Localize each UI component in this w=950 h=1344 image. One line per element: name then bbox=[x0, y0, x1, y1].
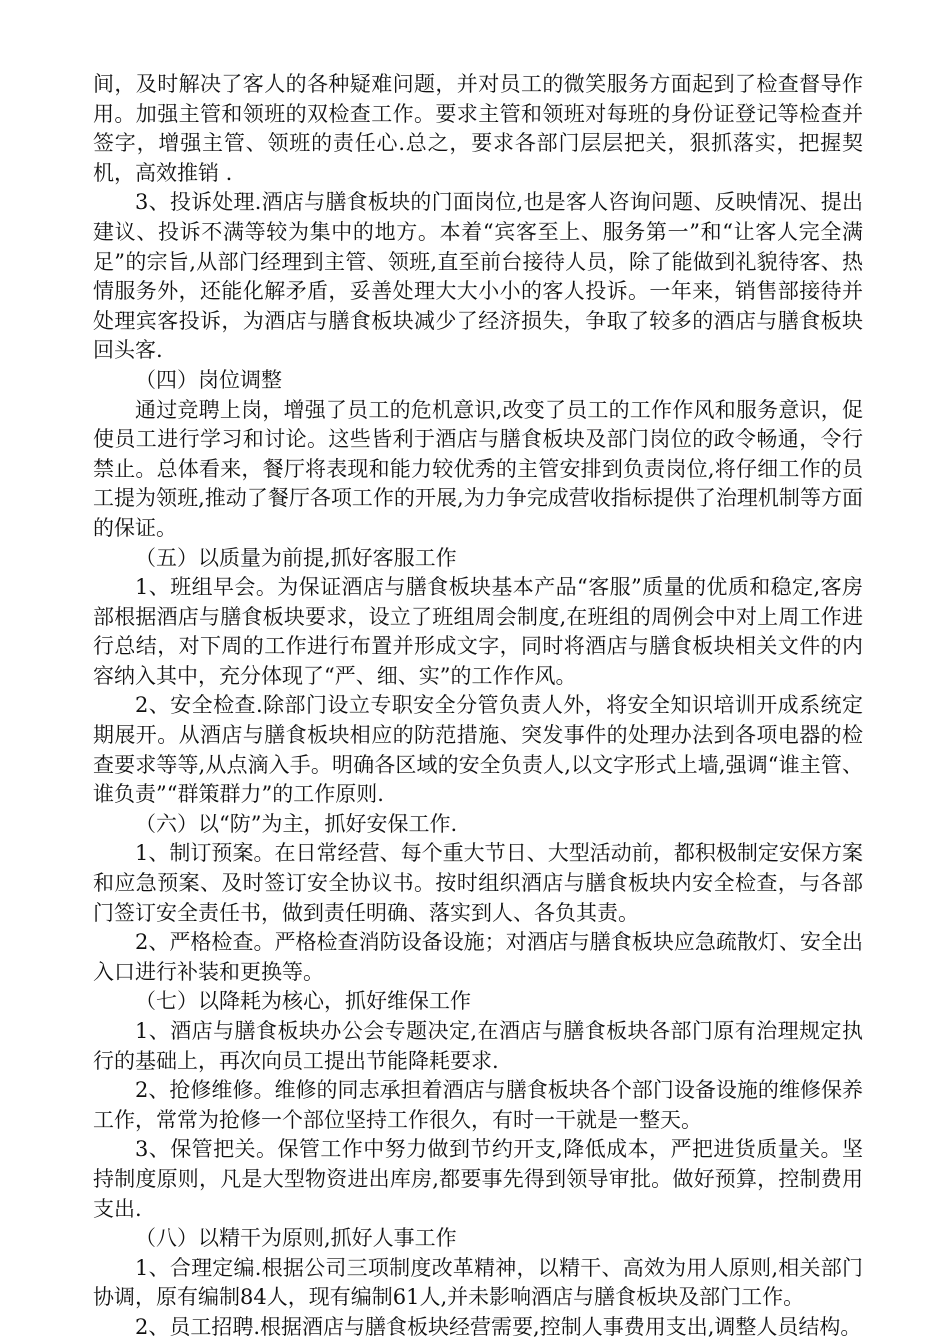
paragraph-recruitment: 2、员工招聘.根据酒店与膳食板块经营需要,控制人事费用支出,调整人员结构。 bbox=[135, 1314, 862, 1339]
section-heading-4: （四）岗位调整 bbox=[135, 367, 282, 392]
section-heading-7: （七）以降耗为核心，抓好维保工作 bbox=[135, 989, 471, 1014]
section-heading-6: （六）以“防”为主，抓好安保工作. bbox=[135, 811, 458, 836]
paragraph-energy-saving: 1、酒店与膳食板块办公会专题决定,在酒店与膳食板块各部门原有治理规定执行的基础上，再次向员工提出节能降耗要求. bbox=[93, 1019, 863, 1073]
section-heading-8: （八）以精干为原则,抓好人事工作 bbox=[135, 1226, 457, 1251]
paragraph-repair-maintenance: 2、抢修维修。维修的同志承担着酒店与膳食板块各个部门设备设施的维修保养工作，常常为抢修一个部位坚持工作很久，有时一干就是一整天。 bbox=[93, 1078, 863, 1132]
paragraph-team-meeting: 1、班组早会。为保证酒店与膳食板块基本产品“客服”质量的优质和稳定,客房部根据酒店与膳食板块要求，设立了班组周会制度,在班组的周例会中对上周工作进行总结，对下周的工作进行布置并形成文字，同时将酒店与膳食板块相关文件的内容纳入其中，充分体现了“严、细、实”的工作作风。 bbox=[93, 575, 863, 688]
paragraph-safety-inspection: 2、安全检查.除部门设立专职安全分管负责人外，将安全知识培训开成系统定期展开。从酒店与膳食板块相应的防范措施、突发事件的处理办法到各项电器的检查要求等等,从点滴入手。明确各区域的安全负责人,以文字形式上墙,强调“谁主管、谁负责”“群策群力”的工作原则. bbox=[93, 693, 863, 807]
paragraph-competitive-posts: 通过竞聘上岗，增强了员工的危机意识,改变了员工的工作作风和服务意识，促使员工进行学习和讨论。这些皆利于酒店与膳食板块及部门岗位的政令畅通，令行禁止。总体看来，餐厅将表现和能力较优秀的主管安排到负责岗位,将仔细工作的员工提为领班,推动了餐厅各项工作的开展,为力争完成营收指标提供了治理机制等方面的保证。 bbox=[93, 397, 863, 540]
paragraph-staffing: 1、合理定编.根据公司三项制度改革精神，以精干、高效为用人原则,相关部门协调，原有编制84人，现有编制61人,并未影响酒店与膳食板块及部门工作。 bbox=[93, 1255, 863, 1310]
paragraph-continuation: 间，及时解决了客人的各种疑难问题，并对员工的微笑服务方面起到了检查督导作用。加强主管和领班的双检查工作。要求主管和领班对每班的身份证登记等检查并签字，增强主管、领班的责任心.总之，要求各部门层层把关，狠抓落实，把握契机，高效推销 . bbox=[93, 72, 863, 185]
paragraph-complaint-handling: 3、投诉处理.酒店与膳食板块的门面岗位,也是客人咨询问题、反映情况、提出建议、投诉不满等较为集中的地方。本着“宾客至上、服务第一”和“让客人完全满足”的宗旨,从部门经理到主管、领班,直至前台接待人员，除了能做到礼貌待客、热情服务外，还能化解矛盾，妥善处理大大小小的客人投诉。一年来，销售部接待并处理宾客投诉，为酒店与膳食板块减少了经济损失，争取了较多的酒店与膳食板块回头客. bbox=[93, 190, 863, 363]
paragraph-strict-inspection: 2、严格检查。严格检查消防设备设施；对酒店与膳食板块应急疏散灯、安全出入口进行补装和更换等。 bbox=[93, 930, 863, 984]
paragraph-storage-control: 3、保管把关。保管工作中努力做到节约开支,降低成本，严把进货质量关。坚持制度原则，凡是大型物资进出库房,都要事先得到领导审批。做好预算，控制费用支出. bbox=[93, 1137, 863, 1221]
document-body bbox=[93, 70, 863, 1343]
section-heading-5: （五）以质量为前提,抓好客服工作 bbox=[135, 545, 457, 570]
paragraph-contingency-plan: 1、制订预案。在日常经营、每个重大节日、大型活动前，都积极制定安保方案和应急预案、及时签订安全协议书。按时组织酒店与膳食板块内安全检查，与各部门签订安全责任书，做到责任明确、落实到人、各负其责。 bbox=[93, 841, 863, 925]
